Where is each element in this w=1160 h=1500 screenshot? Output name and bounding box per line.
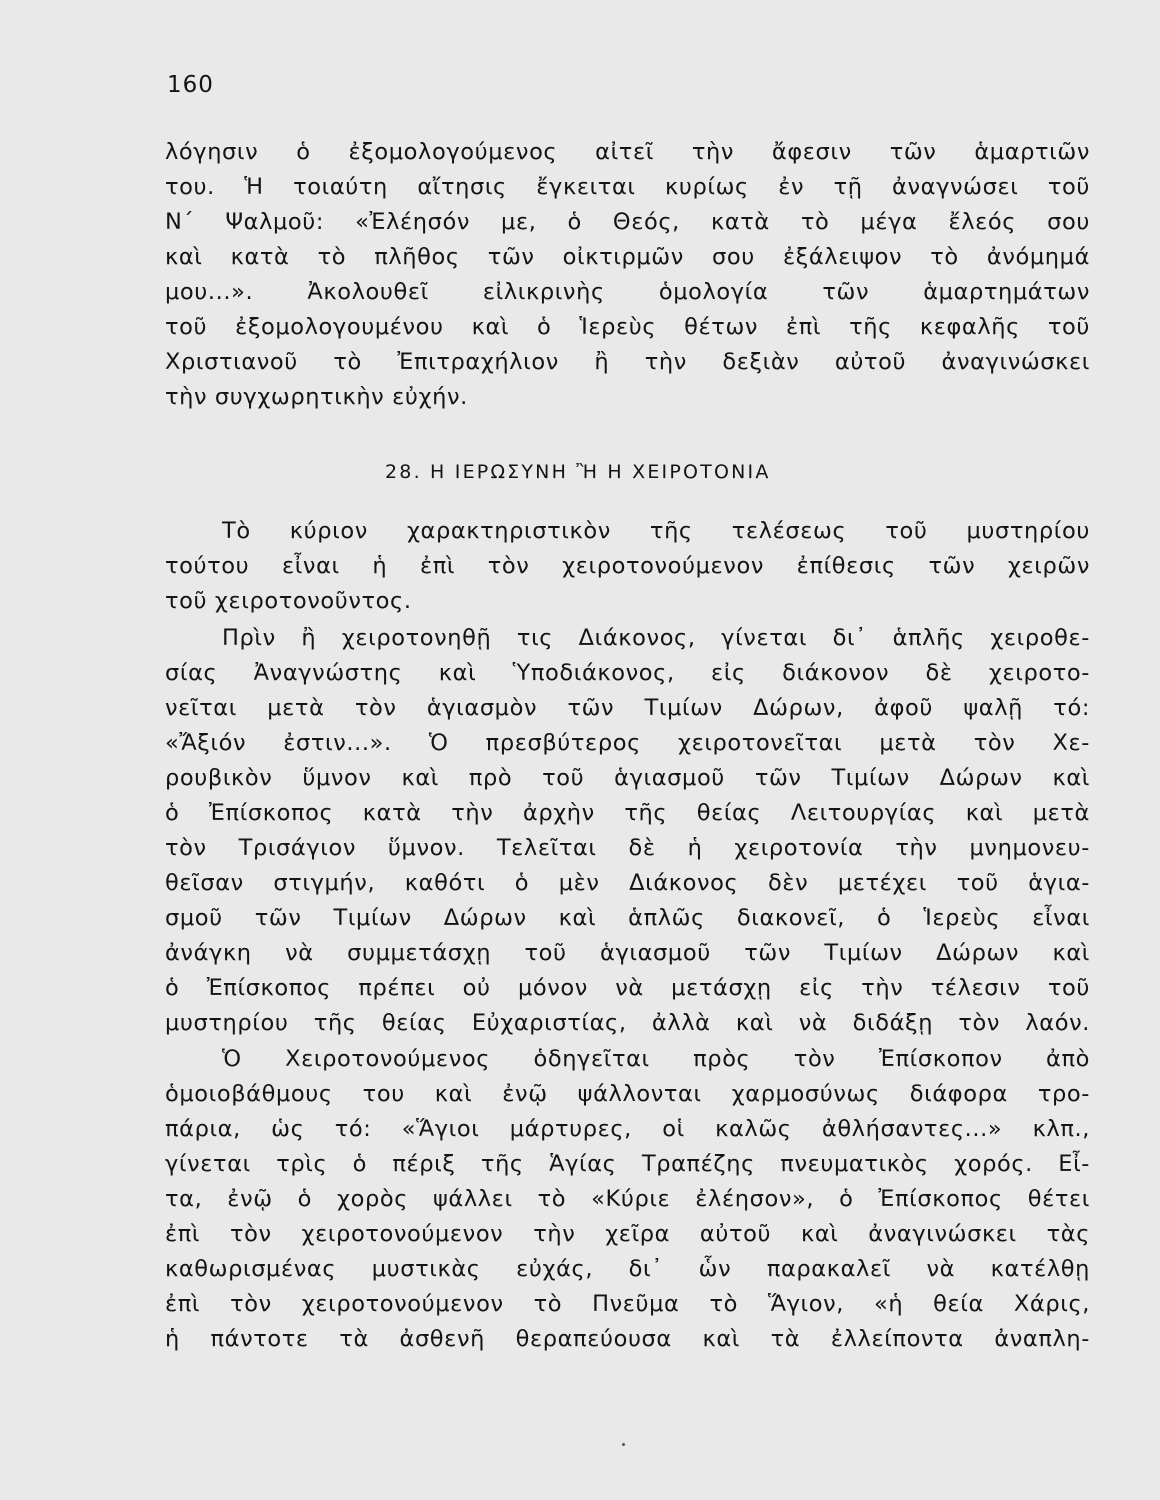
text-line: «Ἄξιόν ἐστιν...». Ὁ πρεσβύτερος χειροτονεῖται μετὰ τὸν Χε- (165, 730, 1090, 756)
text-line: του. Ἡ τοιαύτη αἴτησις ἔγκειται κυρίως ἐν τῇ ἀναγνώσει τοῦ (165, 174, 1090, 200)
text-line: ἐπὶ τὸν χειροτονούμενον τὸ Πνεῦμα τὸ Ἅγιον, «ἡ θεία Χάρις, (165, 1291, 1090, 1317)
text-line: τοῦ ἐξομολογουμένου καὶ ὁ Ἱερεὺς θέτων ἐπὶ τῆς κεφαλῆς τοῦ (165, 314, 1090, 340)
print-speck (622, 1443, 625, 1446)
text-line: Πρὶν ἢ χειροτονηθῇ τις Διάκονος, γίνεται δι᾽ ἁπλῆς χειροθε- (222, 625, 1090, 651)
section-heading: 28. Η ΙΕΡΩΣΥΝΗ Ἢ Η ΧΕΙΡΟΤΟΝΙΑ (385, 461, 771, 483)
text-line: Χριστιανοῦ τὸ Ἐπιτραχήλιον ἢ τὴν δεξιὰν αὐτοῦ ἀναγινώσκει (165, 349, 1090, 375)
text-line: σμοῦ τῶν Τιμίων Δώρων καὶ ἁπλῶς διακονεῖ, ὁ Ἱερεὺς εἶναι (165, 905, 1090, 931)
text-line: νεῖται μετὰ τὸν ἁγιασμὸν τῶν Τιμίων Δώρων, ἀφοῦ ψαλῇ τό: (165, 695, 1090, 721)
text-line: καθωρισμένας μυστικὰς εὐχάς, δι᾽ ὧν παρακαλεῖ νὰ κατέλθῃ (165, 1256, 1090, 1282)
text-line: μυστηρίου τῆς θείας Εὐχαριστίας, ἀλλὰ καὶ νὰ διδάξῃ τὸν λαόν. (165, 1010, 1090, 1036)
text-line: Ν΄ Ψαλμοῦ: «Ἐλέησόν με, ὁ Θεός, κατὰ τὸ μέγα ἔλεός σου (165, 209, 1090, 235)
text-line: τὸν Τρισάγιον ὕμνον. Τελεῖται δὲ ἡ χειροτονία τὴν μνημονευ- (165, 835, 1090, 861)
page-number: 160 (167, 72, 214, 98)
text-line: Ὁ Χειροτονούμενος ὁδηγεῖται πρὸς τὸν Ἐπίσκοπον ἀπὸ (222, 1046, 1090, 1072)
text-line: θεῖσαν στιγμήν, καθότι ὁ μὲν Διάκονος δὲν μετέχει τοῦ ἁγια- (165, 870, 1090, 896)
text-line: τοῦ χειροτονοῦντος. (165, 588, 412, 614)
text-line: ἐπὶ τὸν χειροτονούμενον τὴν χεῖρα αὐτοῦ καὶ ἀναγινώσκει τὰς (165, 1221, 1090, 1247)
text-line: λόγησιν ὁ ἐξομολογούμενος αἰτεῖ τὴν ἄφεσιν τῶν ἁμαρτιῶν (165, 139, 1090, 165)
text-line: σίας Ἀναγνώστης καὶ Ὑποδιάκονος, εἰς διάκονον δὲ χειροτο- (165, 660, 1090, 686)
text-line: γίνεται τρὶς ὁ πέριξ τῆς Ἁγίας Τραπέζης πνευματικὸς χορός. Εἶ- (165, 1151, 1090, 1177)
text-line: ρουβικὸν ὕμνον καὶ πρὸ τοῦ ἁγιασμοῦ τῶν Τιμίων Δώρων καὶ (165, 765, 1090, 791)
text-line: τὴν συγχωρητικὴν εὐχήν. (165, 384, 468, 410)
text-line: πάρια, ὡς τό: «Ἅγιοι μάρτυρες, οἱ καλῶς ἀθλήσαντες...» κλπ., (165, 1116, 1090, 1142)
text-line: ἡ πάντοτε τὰ ἀσθενῆ θεραπεύουσα καὶ τὰ ἐλλείποντα ἀναπλη- (165, 1326, 1090, 1352)
text-line: τούτου εἶναι ἡ ἐπὶ τὸν χειροτονούμενον ἐπίθεσις τῶν χειρῶν (165, 553, 1090, 579)
text-line: ἀνάγκη νὰ συμμετάσχῃ τοῦ ἁγιασμοῦ τῶν Τιμίων Δώρων καὶ (165, 940, 1090, 966)
text-line: ὁ Ἐπίσκοπος πρέπει οὐ μόνον νὰ μετάσχῃ εἰς τὴν τέλεσιν τοῦ (165, 975, 1090, 1001)
text-line: τα, ἐνῷ ὁ χορὸς ψάλλει τὸ «Κύριε ἐλέησον», ὁ Ἐπίσκοπος θέτει (165, 1186, 1090, 1212)
text-line: Τὸ κύριον χαρακτηριστικὸν τῆς τελέσεως τοῦ μυστηρίου (222, 518, 1090, 544)
text-line: ὁμοιοβάθμους του καὶ ἐνῷ ψάλλονται χαρμοσύνως διάφορα τρο- (165, 1081, 1090, 1107)
text-line: ὁ Ἐπίσκοπος κατὰ τὴν ἀρχὴν τῆς θείας Λειτουργίας καὶ μετὰ (165, 800, 1090, 826)
text-line: μου...». Ἀκολουθεῖ εἰλικρινὴς ὁμολογία τῶν ἁμαρτημάτων (165, 279, 1090, 305)
text-line: καὶ κατὰ τὸ πλῆθος τῶν οἰκτιρμῶν σου ἐξάλειψον τὸ ἀνόμημά (165, 244, 1090, 270)
